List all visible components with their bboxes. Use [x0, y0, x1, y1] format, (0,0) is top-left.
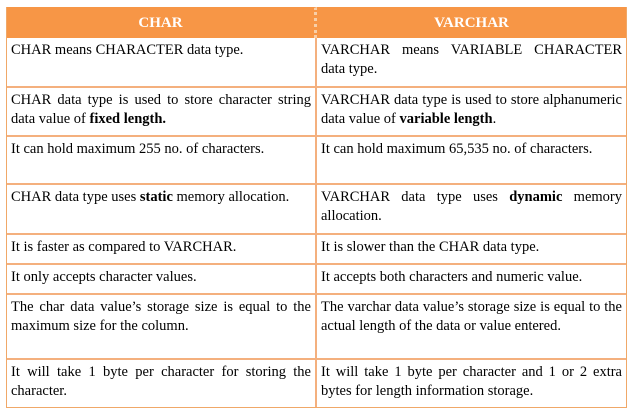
cell-text: CHAR means CHARACTER data type. [11, 42, 244, 58]
table-row [7, 137, 626, 185]
cell-text: . [492, 111, 497, 127]
cell-bold-text: fixed length. [89, 111, 167, 127]
char-cell [7, 235, 317, 265]
char-cell [7, 360, 317, 407]
char-cell [7, 185, 317, 235]
char-cell [7, 295, 317, 360]
table-row [7, 185, 626, 235]
cell-text: The varchar data value’s storage size is equal to the actual length of the data or value entered. [321, 299, 622, 334]
cell-text: It will take 1 byte per character and 1 or 2 extra bytes for length information storage. [321, 364, 622, 399]
cell-bold-text: variable length [399, 111, 493, 127]
cell-text: memory allocation. [172, 189, 290, 205]
table-row [7, 235, 626, 265]
table-row [7, 360, 626, 407]
varchar-cell [317, 185, 626, 235]
comparison-table-wrapper [6, 7, 625, 408]
char-cell [7, 88, 317, 137]
cell-text: CHAR data type uses [11, 189, 140, 205]
varchar-cell [317, 88, 626, 137]
table-row [7, 88, 626, 137]
varchar-cell [317, 235, 626, 265]
varchar-cell [317, 265, 626, 295]
cell-text: It only accepts character values. [11, 269, 197, 285]
table-row [7, 38, 626, 88]
cell-text: CHAR data type is used to store character string data value of [11, 92, 311, 127]
cell-text: It accepts both characters and numeric value. [321, 269, 583, 285]
cell-text: The char data value’s storage size is equal to the maximum size for the column. [11, 299, 311, 334]
varchar-cell [317, 137, 626, 185]
table-row [7, 265, 626, 295]
header-varchar: VARCHAR [317, 7, 626, 38]
cell-bold-text: dynamic [509, 189, 563, 205]
cell-text: It is slower than the CHAR data type. [321, 239, 540, 255]
cell-text: It will take 1 byte per character for storing the character. [11, 364, 311, 399]
table-header-row [7, 7, 626, 38]
header-char: CHAR [7, 7, 317, 38]
char-cell [7, 137, 317, 185]
varchar-cell [317, 38, 626, 88]
cell-text: It can hold maximum 65,535 no. of characters. [321, 141, 593, 157]
cell-text: memory allocation. [321, 189, 622, 224]
char-vs-varchar-table [6, 7, 627, 408]
table-row [7, 295, 626, 360]
cell-text: VARCHAR data type uses [321, 189, 510, 205]
cell-bold-text: static [139, 189, 173, 205]
cell-text: It can hold maximum 255 no. of characters. [11, 141, 265, 157]
cell-text: It is faster as compared to VARCHAR. [11, 239, 237, 255]
varchar-cell [317, 295, 626, 360]
char-cell [7, 265, 317, 295]
cell-text: VARCHAR data type is used to store alphanumeric data value of [321, 92, 622, 127]
cell-text: VARCHAR means VARIABLE CHARACTER data type. [321, 42, 622, 77]
char-cell [7, 38, 317, 88]
varchar-cell [317, 360, 626, 407]
